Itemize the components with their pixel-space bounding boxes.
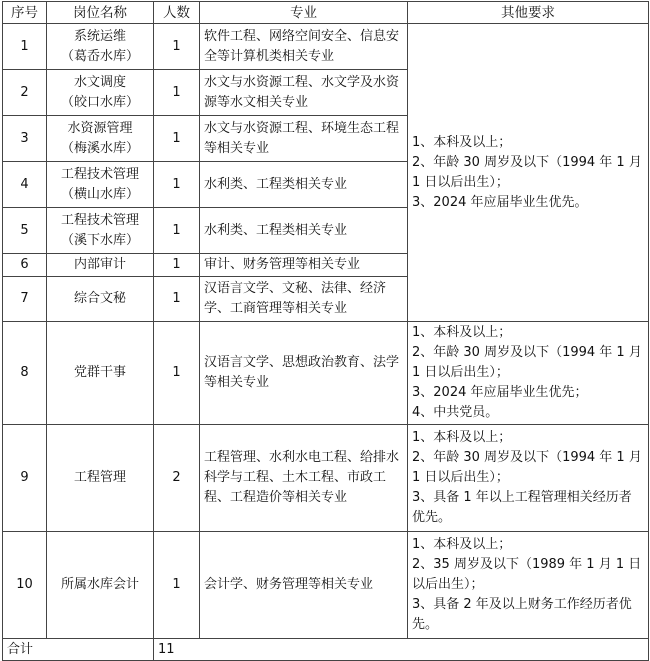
header-count: 人数 — [154, 2, 200, 24]
row-position: 综合文秘 — [47, 277, 154, 322]
row-major: 水利类、工程类相关专业 — [200, 162, 408, 208]
position-name: 水文调度 — [73, 74, 126, 90]
row-requirements — [408, 425, 649, 532]
row-count: 1 — [154, 322, 200, 425]
header-position: 岗位名称 — [47, 2, 154, 24]
row-count: 1 — [154, 254, 200, 277]
requirement-item: 4、中共党员。 — [412, 405, 499, 420]
row-position: 内部审计 — [47, 254, 154, 277]
row-major: 水利类、工程类相关专业 — [200, 208, 408, 254]
recruitment-table — [2, 1, 649, 661]
requirement-item: 3、具备 2 年及以上财务工作经历者优先。 — [412, 597, 632, 632]
row-major: 软件工程、网络空间安全、信息安全等计算机类相关专业 — [200, 24, 408, 70]
row-count: 1 — [154, 208, 200, 254]
requirement-item: 2、35 周岁及以下（1989 年 1 月 1 日以后出生）； — [412, 557, 642, 592]
row-requirements — [408, 532, 649, 639]
total-row — [3, 639, 649, 661]
table-row — [3, 425, 649, 532]
row-no: 9 — [3, 425, 47, 532]
row-position: 所属水库会计 — [47, 532, 154, 639]
header-major: 专业 — [200, 2, 408, 24]
position-location: （溪下水库） — [60, 232, 139, 248]
position-location: （皎口水库） — [60, 94, 139, 110]
requirement-item: 2、年龄 30 周岁及以下（1994 年 1 月 1 日以后出生）； — [412, 154, 642, 190]
row-position — [47, 70, 154, 116]
requirement-item: 3、2024 年应届毕业生优先。 — [412, 194, 588, 210]
row-no: 4 — [3, 162, 47, 208]
row-requirements-group1 — [408, 24, 649, 322]
row-count: 1 — [154, 70, 200, 116]
row-major: 工程管理、水利水电工程、给排水科学与工程、土木工程、市政工程、工程造价等相关专业 — [200, 425, 408, 532]
position-name: 工程技术管理 — [60, 212, 139, 228]
row-no: 8 — [3, 322, 47, 425]
row-no: 1 — [3, 24, 47, 70]
row-no: 5 — [3, 208, 47, 254]
requirement-item: 1、本科及以上； — [412, 537, 512, 552]
header-row — [3, 2, 649, 24]
row-major: 审计、财务管理等相关专业 — [200, 254, 408, 277]
row-major: 水文与水资源工程、水文学及水资源等水文相关专业 — [200, 70, 408, 116]
total-value: 11 — [154, 639, 649, 661]
row-major: 汉语言文学、文秘、法律、经济学、工商管理等相关专业 — [200, 277, 408, 322]
row-requirements — [408, 322, 649, 425]
position-location: （葛岙水库） — [60, 48, 139, 64]
requirement-item: 1、本科及以上； — [412, 325, 512, 340]
row-major: 水文与水资源工程、环境生态工程等相关专业 — [200, 116, 408, 162]
position-location: （梅溪水库） — [60, 140, 139, 156]
row-no: 6 — [3, 254, 47, 277]
table-row — [3, 322, 649, 425]
row-major: 汉语言文学、思想政治教育、法学等相关专业 — [200, 322, 408, 425]
table-row — [3, 532, 649, 639]
row-no: 7 — [3, 277, 47, 322]
row-position — [47, 24, 154, 70]
requirement-item: 2、年龄 30 周岁及以下（1994 年 1 月 1 日以后出生）； — [412, 450, 642, 485]
row-count: 2 — [154, 425, 200, 532]
row-count: 1 — [154, 162, 200, 208]
position-name: 系统运维 — [73, 28, 126, 44]
row-count: 1 — [154, 24, 200, 70]
row-major: 会计学、财务管理等相关专业 — [200, 532, 408, 639]
requirement-item: 2、年龄 30 周岁及以下（1994 年 1 月 1 日以后出生）； — [412, 345, 642, 380]
header-other: 其他要求 — [408, 2, 649, 24]
row-no: 2 — [3, 70, 47, 116]
position-location: （横山水库） — [60, 186, 139, 202]
requirement-item: 3、具备 1 年以上工程管理相关经历者优先。 — [412, 490, 632, 525]
row-count: 1 — [154, 277, 200, 322]
row-no: 3 — [3, 116, 47, 162]
total-label: 合计 — [3, 639, 154, 661]
header-no: 序号 — [3, 2, 47, 24]
requirement-item: 1、本科及以上； — [412, 430, 512, 445]
requirement-item: 1、本科及以上； — [412, 134, 512, 150]
row-count: 1 — [154, 116, 200, 162]
row-count: 1 — [154, 532, 200, 639]
position-name: 工程技术管理 — [60, 166, 139, 182]
row-position — [47, 208, 154, 254]
row-position — [47, 162, 154, 208]
requirement-item: 3、2024 年应届毕业生优先； — [412, 385, 588, 400]
row-no: 10 — [3, 532, 47, 639]
row-position — [47, 116, 154, 162]
row-position: 党群干事 — [47, 322, 154, 425]
row-position: 工程管理 — [47, 425, 154, 532]
position-name: 水资源管理 — [67, 120, 133, 136]
table-row — [3, 24, 649, 70]
